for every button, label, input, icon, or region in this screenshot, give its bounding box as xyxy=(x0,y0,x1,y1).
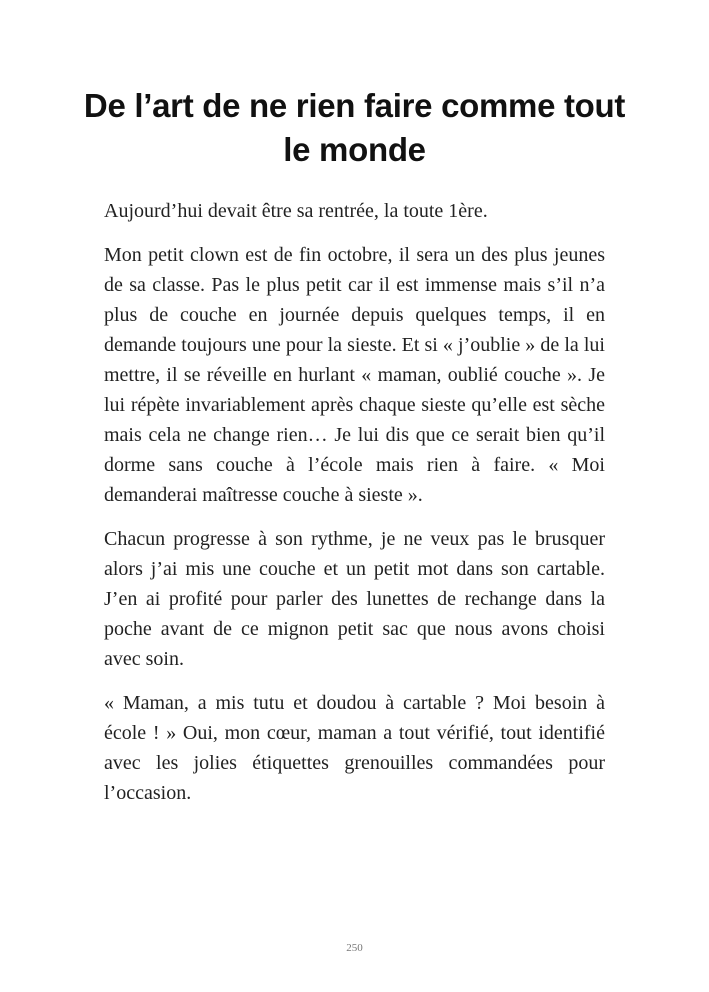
paragraph-1: Aujourd’hui devait être sa rentrée, la toute 1ère. xyxy=(104,200,488,222)
chapter-body xyxy=(104,196,605,808)
page-number: 250 xyxy=(346,942,363,954)
paragraph-2: Mon petit clown est de fin octobre, il sera un des plus jeunes de sa classe. Pas le plus petit car il est immense mais s’il n’a plus de couche en journée depuis quelques temps, il en demande toujours une pour la sieste. Et si « j’oublie » de la lui mettre, il se réveille en hurlant « maman, oublié couche ». Je lui répète invariablement après chaque sieste qu’elle est sèche mais cela ne change rien… Je lui dis que ce serait bien qu’il dorme sans couche à l’école mais rien à faire. « Moi demanderai maîtresse couche à sieste ». xyxy=(104,244,605,506)
chapter-title: De l’art de ne rien faire comme tout le monde xyxy=(83,87,626,168)
paragraph-3: Chacun progresse à son rythme, je ne veux pas le brusquer alors j’ai mis une couche et un petit mot dans son cartable. J’en ai profité pour parler des lunettes de rechange dans la poche avant de ce mignon petit sac que nous avons choisi avec soin. xyxy=(104,528,605,670)
paragraph-4: « Maman, a mis tutu et doudou à cartable ? Moi besoin à école ! » Oui, mon cœur, maman a tout vérifié, tout identifié avec les jolies étiquettes grenouilles commandées pour l’occasion. xyxy=(104,692,605,804)
